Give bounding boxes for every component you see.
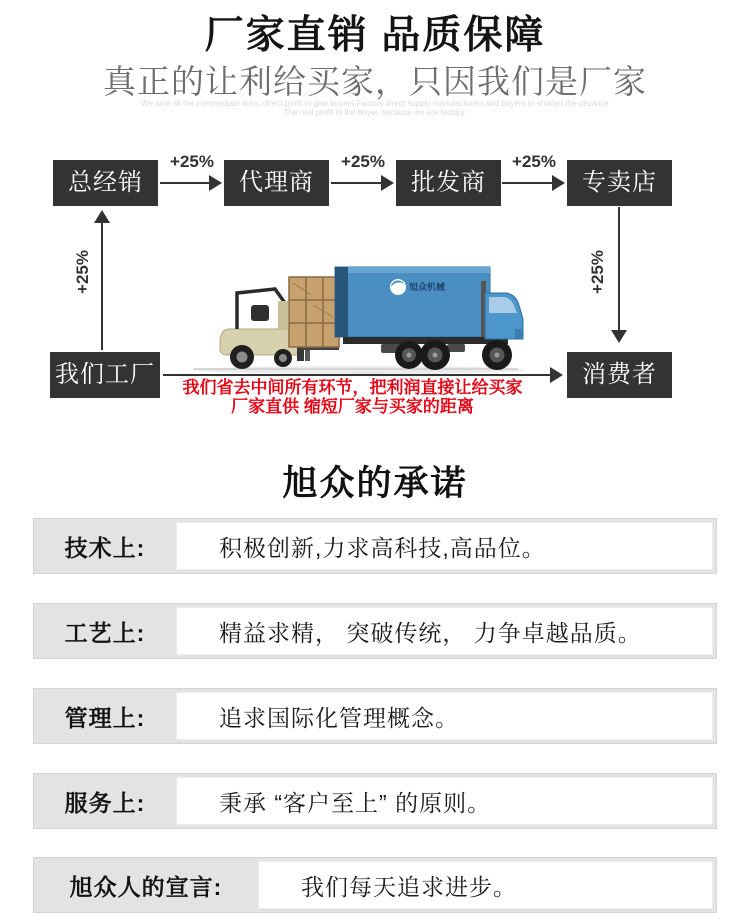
english-caption-line1: We omit all the intermediate links, direct profit to give buyers,Factory direct supply manufacturers and buyers to shorten the distance <box>141 99 609 108</box>
arrow-line-2 <box>331 182 382 184</box>
promise-text: 积极创新,力求高科技,高品位。 <box>176 522 713 570</box>
promise-label: 管理上: <box>64 704 146 731</box>
arrow-line-left-vertical <box>101 222 103 350</box>
promise-label: 服务上: <box>64 789 146 816</box>
markup-label-right: +25% <box>588 250 607 294</box>
promise-row-management <box>33 688 717 744</box>
arrow-line-1 <box>160 182 210 184</box>
markup-label-left: +25% <box>73 250 92 294</box>
node-our-factory: 我们工厂 <box>50 352 160 398</box>
node-agent: 代理商 <box>224 160 329 206</box>
promise-row-technology <box>33 518 717 574</box>
page-title: 厂家直销 品质保障 <box>204 14 546 57</box>
svg-text:旭众机械: 旭众机械 <box>409 282 446 292</box>
promise-text: 秉承 “客户至上” 的原则。 <box>176 777 713 825</box>
node-consumer: 消费者 <box>567 352 672 398</box>
promise-row-service <box>33 773 717 829</box>
note-line2: 厂家直供 缩短厂家与买家的距离 <box>231 397 474 416</box>
page-subtitle: 真正的让利给买家，只因我们是厂家 <box>103 63 647 100</box>
promises-heading: 旭众的承诺 <box>282 464 468 503</box>
english-caption <box>0 99 750 117</box>
node-wholesaler: 批发商 <box>396 160 501 206</box>
english-caption-line2: The real profit to the buyer, because we are factory. <box>283 108 467 117</box>
arrow-line-3 <box>502 182 553 184</box>
truck-illustration <box>185 243 525 383</box>
arrow-head-right-icon <box>381 175 394 191</box>
arrow-head-down-icon <box>611 330 627 343</box>
direct-supply-note <box>140 378 565 416</box>
promise-label: 工艺上: <box>64 619 146 646</box>
arrow-line-right-vertical <box>618 207 620 331</box>
node-specialty-store: 专卖店 <box>567 160 672 206</box>
arrow-head-right-icon <box>552 175 565 191</box>
promise-text: 我们每天追求进步。 <box>258 861 713 909</box>
promise-text: 精益求精， 突破传统， 力争卓越品质。 <box>176 607 713 655</box>
markup-label-1: +25% <box>170 152 214 171</box>
promise-row-craft <box>33 603 717 659</box>
promise-label: 旭众人的宣言: <box>69 873 223 900</box>
markup-label-3: +25% <box>512 152 556 171</box>
promise-row-declaration <box>33 857 717 913</box>
arrow-head-right-icon <box>209 175 222 191</box>
promise-label: 技术上: <box>64 534 146 561</box>
promise-text: 追求国际化管理概念。 <box>176 692 713 740</box>
note-line1: 我们省去中间所有环节，把利润直接让给买家 <box>182 378 523 397</box>
node-general-distributor: 总经销 <box>53 160 158 206</box>
markup-label-2: +25% <box>341 152 385 171</box>
